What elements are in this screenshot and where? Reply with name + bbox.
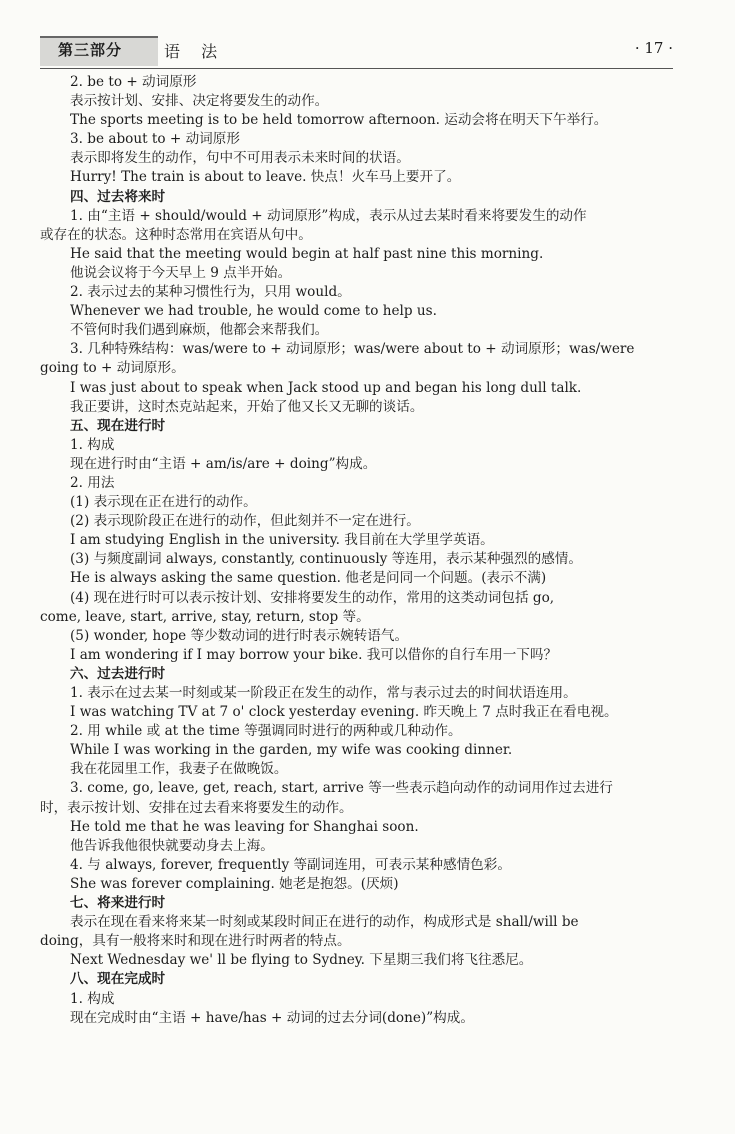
text-line: 表示在现在看来将来某一时刻或某段时间正在进行的动作，构成形式是 shall/will be	[70, 914, 579, 931]
text-line: She was forever complaining. 她老是抱怨。(厌烦)	[70, 875, 399, 892]
text-line: (2) 表示现阶段正在进行的动作，但此刻并不一定在进行。	[70, 513, 420, 530]
text-line: 3. come, go, leave, get, reach, start, arrive 等一些表示趋向动作的动词用作过去进行	[70, 780, 613, 797]
text-line: 1. 构成	[70, 990, 115, 1007]
text-line: 表示按计划、安排、决定将要发生的动作。	[70, 93, 329, 110]
text-line: 3. be about to + 动词原形	[70, 131, 240, 148]
text-line: I was just about to speak when Jack stood up and began his long dull talk.	[70, 379, 582, 396]
text-line: 1. 表示在过去某一时刻或某一阶段正在发生的动作，常与表示过去的时间状语连用。	[70, 685, 577, 701]
text-line: 我在花园里工作，我妻子在做晚饭。	[70, 761, 288, 778]
text-line: Hurry! The train is about to leave. 快点！火车马上要开了。	[70, 169, 461, 186]
text-line: going to + 动词原形。	[40, 360, 185, 377]
text-line: 2. 表示过去的某种习惯性行为，只用 would。	[70, 284, 351, 301]
text-line: 他告诉我他很快就要动身去上海。	[70, 837, 274, 854]
text-line: 他说会议将于今天早上 9 点半开始。	[70, 264, 292, 281]
text-line: 2. be to + 动词原形	[70, 74, 197, 90]
page-header	[40, 28, 673, 69]
text-line: I am wondering if I may borrow your bike. 我可以借你的自行车用一下吗？	[70, 646, 558, 663]
text-line: (1) 表示现在正在进行的动作。	[70, 494, 257, 511]
text-line: (5) wonder, hope 等少数动词的进行时表示婉转语气。	[70, 627, 409, 644]
text-line: He told me that he was leaving for Shanghai soon.	[70, 818, 419, 835]
page-number: · 17 ·	[634, 39, 673, 57]
text-line: He said that the meeting would begin at half past nine this morning.	[70, 245, 544, 262]
text-line: 表示即将发生的动作，句中不可用表示未来时间的状语。	[70, 150, 410, 167]
text-line: 4. 与 always, forever, frequently 等副词连用，可表示某种感情色彩。	[70, 856, 511, 873]
text-line: 3. 几种特殊结构：was/were to + 动词原形；was/were about to + 动词原形；was/were	[70, 341, 635, 358]
section-heading: 八、现在完成时	[70, 971, 166, 988]
text-line: While I was working in the garden, my wife was cooking dinner.	[70, 742, 513, 759]
page-body	[40, 69, 673, 1028]
text-line: 现在进行时由“主语 + am/is/are + doing”构成。	[70, 455, 377, 472]
text-line: 1. 构成	[70, 436, 115, 453]
text-line: doing，具有一般将来时和现在进行时两者的特点。	[40, 933, 351, 950]
text-line: 1. 由“主语 + should/would + 动词原形”构成，表示从过去某时看来将要发生的动作	[70, 207, 587, 224]
text-line: 我正要讲，这时杰克站起来，开始了他又长又无聊的谈话。	[70, 398, 424, 415]
section-heading: 五、现在进行时	[70, 417, 166, 434]
text-line: 时，表示按计划、安排在过去看来将要发生的动作。	[40, 799, 353, 816]
section-heading: 六、过去进行时	[70, 665, 166, 682]
text-line: Next Wednesday we' ll be flying to Sydney. 下星期三我们将飞往悉尼。	[70, 952, 533, 969]
chapter-title: 语 法	[164, 42, 226, 61]
text-line: (3) 与频度副词 always, constantly, continuously 等连用，表示某种强烈的感情。	[70, 551, 582, 568]
text-line: come, leave, start, arrive, stay, return, stop 等。	[40, 608, 370, 625]
book-page	[0, 28, 735, 1134]
text-line: I am studying English in the university. 我目前在大学里学英语。	[70, 532, 494, 549]
text-line: 2. 用法	[70, 474, 115, 491]
text-line: 不管何时我们遇到麻烦，他都会来帮我们。	[70, 322, 329, 339]
text-line: 或存在的状态。这种时态常用在宾语从句中。	[40, 226, 312, 243]
text-line: 现在完成时由“主语 + have/has + 动词的过去分词(done)”构成。	[70, 1009, 474, 1026]
text-line: 2. 用 while 或 at the time 等强调同时进行的两种或几种动作。	[70, 723, 462, 740]
text-line: He is always asking the same question. 他老是问同一个问题。(表示不满)	[70, 570, 547, 587]
text-line: Whenever we had trouble, he would come to help us.	[70, 303, 437, 320]
section-heading: 七、将来进行时	[70, 895, 166, 912]
text-line: (4) 现在进行时可以表示按计划、安排将要发生的动作，常用的这类动词包括 go,	[70, 589, 555, 606]
text-line: I was watching TV at 7 o' clock yesterday evening. 昨天晚上 7 点时我正在看电视。	[70, 704, 618, 721]
part-label: 第三部分	[58, 41, 123, 59]
text-line: The sports meeting is to be held tomorrow afternoon. 运动会将在明天下午举行。	[70, 112, 608, 129]
section-heading: 四、过去将来时	[70, 188, 166, 205]
